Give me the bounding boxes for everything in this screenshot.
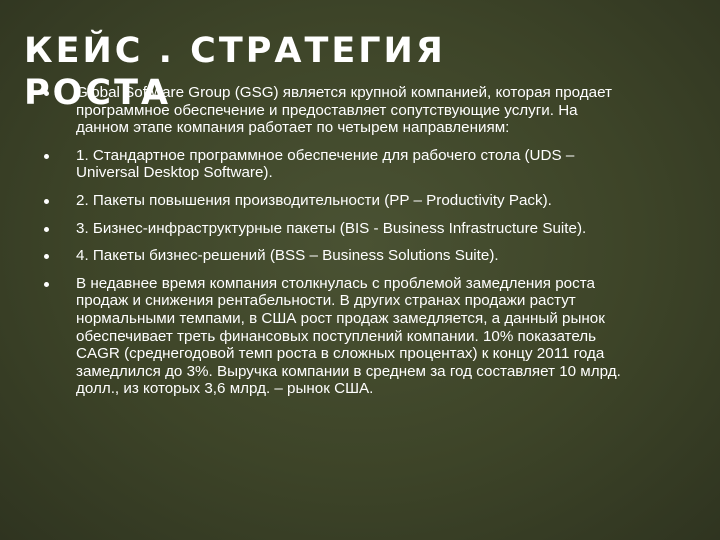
bullet-dot-icon (44, 199, 49, 204)
bullet-text: В недавнее время компания столкнулась с проблемой замедления роста продаж и снижения рентабельности. В других странах продажи растут нормальными темпами, в США рост продаж замедляется, а данный рынок обеспечивает треть финансовых поступлений компании. 10% показатель CAGR (среднегодовой темп роста в сложных процентах) к концу 2011 года замедлился до 3%. Выручка компании в среднем за год составляет 10 млрд. долл., из которых 3,6 млрд. – рынок США. (76, 274, 621, 398)
bullet-dot-icon (44, 254, 49, 259)
slide-title: КЕЙС . СТРАТЕГИЯ РОСТА (24, 31, 446, 113)
bullet-text: 2. Пакеты повышения производительности (PP – Productivity Pack). (76, 191, 552, 209)
bullet-text: 1. Стандартное программное обеспечение для рабочего стола (UDS – Universal Desktop Software). (76, 146, 575, 182)
bullet-item (40, 247, 630, 265)
bullet-item (40, 192, 630, 210)
bullet-dot-icon (44, 282, 49, 287)
bullet-item (40, 275, 630, 398)
bullet-text: 4. Пакеты бизнес-решений (BSS – Business Solutions Suite). (76, 247, 499, 265)
bullet-text: Global Software Group (GSG) является крупной компанией, которая продает программное обеспечение и предоставляет сопутствующие услуги. На данном этапе компания работает по четырем направлениям: (76, 84, 612, 137)
bullet-item (40, 220, 630, 238)
bullet-dot-icon (44, 227, 49, 232)
bullet-list (40, 84, 630, 408)
bullet-dot-icon (44, 154, 49, 159)
bullet-text: 3. Бизнес-инфраструктурные пакеты (BIS - Business Infrastructure Suite). (76, 219, 587, 237)
bullet-item (40, 147, 630, 182)
